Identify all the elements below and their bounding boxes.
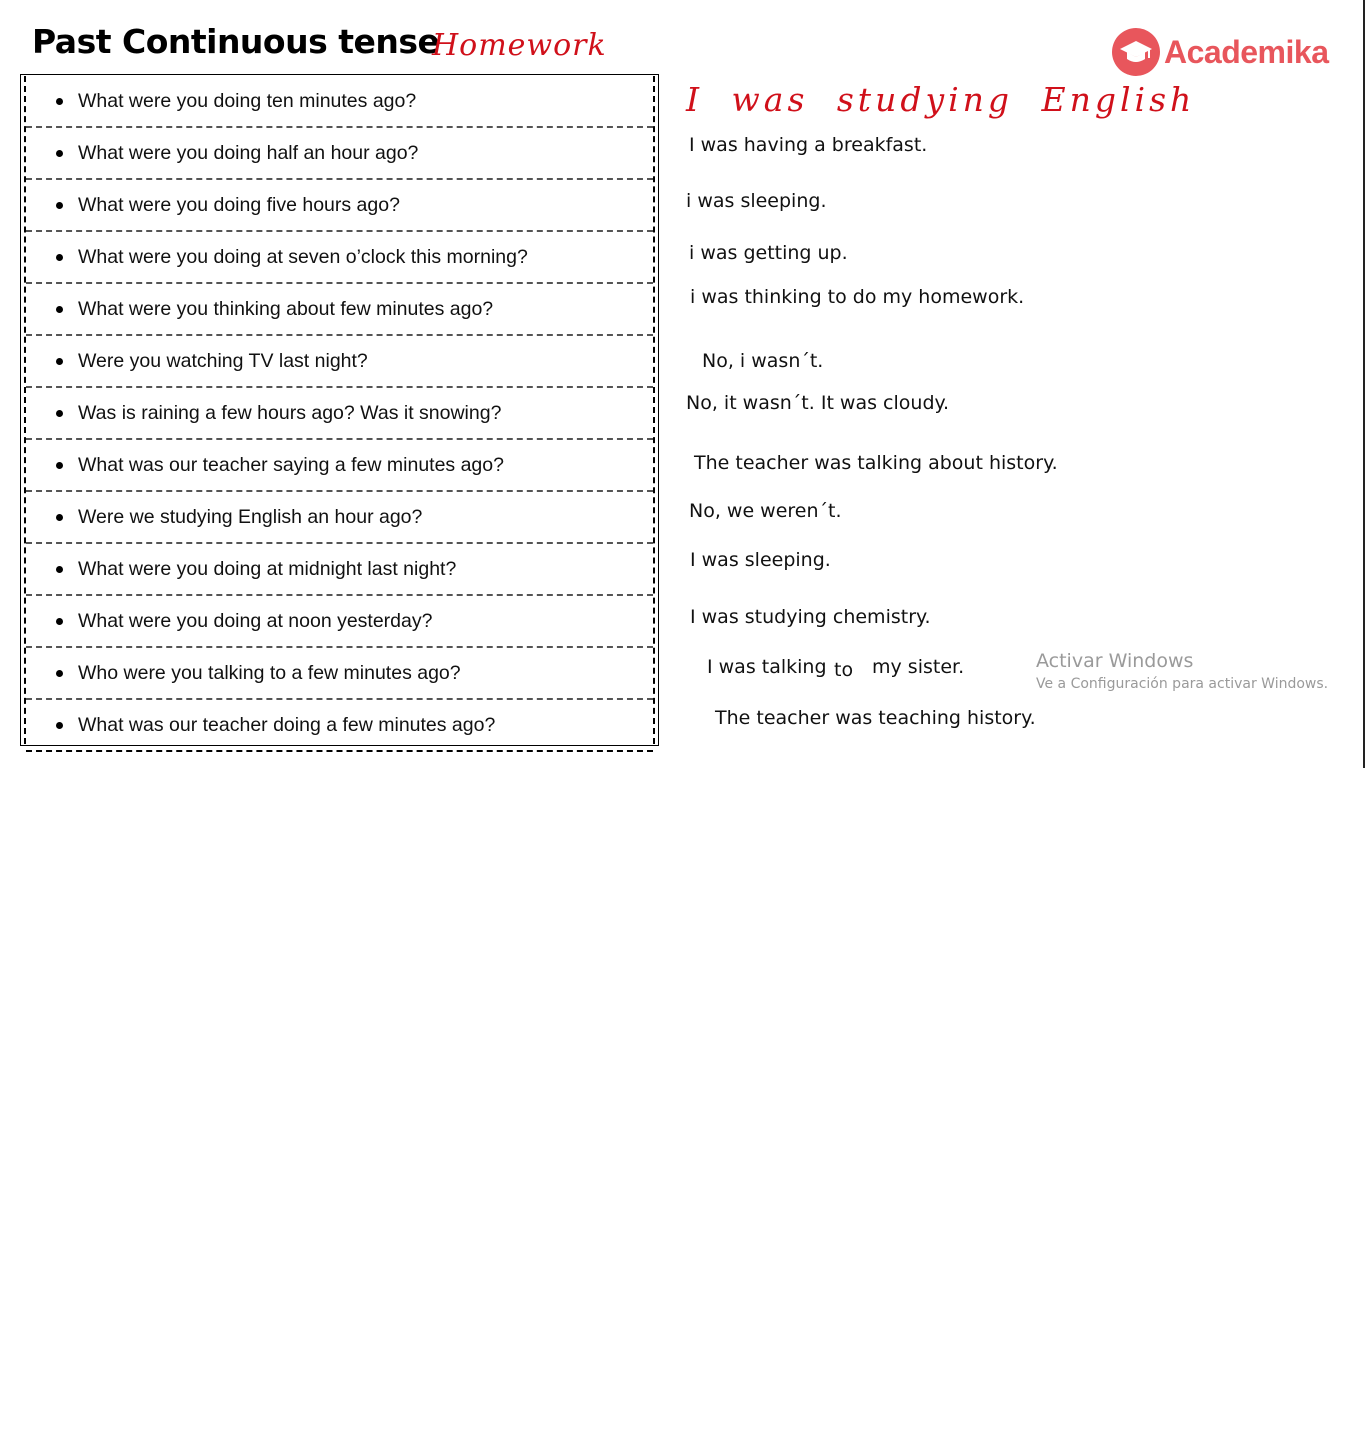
page-title: Past Continuous tense — [32, 22, 440, 61]
answer-text: The teacher was talking about history. — [694, 452, 1058, 474]
answer-text: i was thinking to do my homework. — [690, 286, 1025, 308]
bullet-icon — [56, 566, 63, 573]
question-row — [26, 492, 653, 544]
windows-activation-watermark-subtitle: Ve a Configuración para activar Windows. — [1036, 676, 1329, 692]
answer-text: my sister. — [872, 656, 965, 678]
question-row — [26, 76, 653, 128]
windows-activation-watermark-title: Activar Windows — [1036, 650, 1194, 672]
answer-text: No, it wasn´t. It was cloudy. — [686, 392, 950, 414]
question-text: Was is raining a few hours ago? Was it snowing? — [78, 401, 502, 424]
answer-text: to — [834, 659, 854, 681]
question-text: What were you doing at seven o’clock this morning? — [78, 245, 528, 268]
question-text: Were you watching TV last night? — [78, 349, 368, 372]
academika-logo — [1112, 28, 1328, 76]
question-text: Who were you talking to a few minutes ago? — [78, 661, 461, 684]
bullet-icon — [56, 150, 63, 157]
question-text: What were you doing at noon yesterday? — [78, 609, 433, 632]
question-row — [26, 700, 653, 752]
question-row — [26, 440, 653, 492]
bullet-icon — [56, 722, 63, 729]
answer-text: No, we weren´t. — [689, 500, 842, 522]
question-row — [26, 648, 653, 700]
question-text: What were you doing five hours ago? — [78, 193, 400, 216]
questions-table — [20, 74, 659, 746]
question-row — [26, 596, 653, 648]
answer-text: I was sleeping. — [690, 549, 831, 571]
question-text: Were we studying English an hour ago? — [78, 505, 423, 528]
bullet-icon — [56, 202, 63, 209]
bullet-icon — [56, 254, 63, 261]
answer-text: i was getting up. — [689, 242, 848, 264]
question-row — [26, 284, 653, 336]
graduation-cap-icon — [1112, 28, 1160, 76]
bullet-icon — [56, 306, 63, 313]
answer-text: No, i wasn´t. — [702, 350, 824, 372]
question-text: What were you thinking about few minutes ago? — [78, 297, 494, 320]
question-row — [26, 388, 653, 440]
question-row — [26, 128, 653, 180]
question-row — [26, 336, 653, 388]
logo-text: Academika — [1164, 33, 1329, 70]
handwritten-answer: I was studying English — [686, 80, 1196, 119]
bullet-icon — [56, 358, 63, 365]
question-text: What were you doing half an hour ago? — [78, 141, 419, 164]
question-row — [26, 232, 653, 284]
question-row — [26, 544, 653, 596]
answer-text: I was studying chemistry. — [690, 606, 931, 628]
question-row — [26, 180, 653, 232]
question-text: What were you doing ten minutes ago? — [78, 89, 417, 112]
bullet-icon — [56, 514, 63, 521]
question-text: What was our teacher saying a few minutes ago? — [78, 453, 504, 476]
bullet-icon — [56, 462, 63, 469]
bullet-icon — [56, 410, 63, 417]
bullet-icon — [56, 98, 63, 105]
answer-text: The teacher was teaching history. — [715, 707, 1036, 729]
question-text: What were you doing at midnight last night? — [78, 557, 457, 580]
answer-text: I was having a breakfast. — [689, 134, 928, 156]
question-text: What was our teacher doing a few minutes ago? — [78, 713, 496, 736]
homework-label: Homework — [432, 28, 607, 63]
answer-text: I was talking — [707, 656, 827, 678]
bullet-icon — [56, 670, 63, 677]
page-edge-divider — [1363, 0, 1365, 768]
answer-text: i was sleeping. — [686, 190, 827, 212]
bullet-icon — [56, 618, 63, 625]
